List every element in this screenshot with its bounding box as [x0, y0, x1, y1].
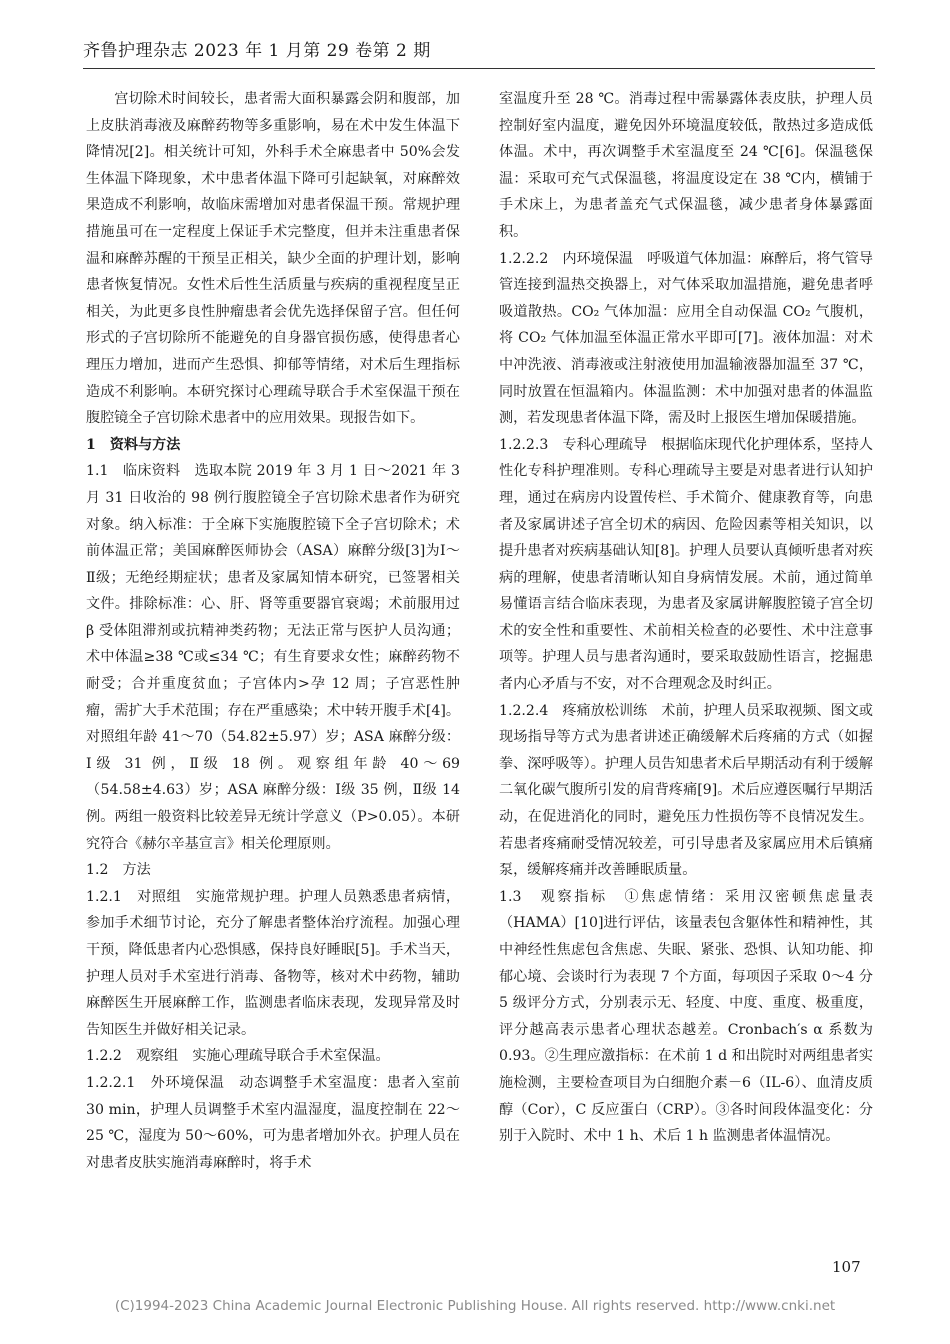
- paragraph-external-warming: 1.2.2.1 外环境保温 动态调整手术室温度：患者入室前 30 min，护理人员调整手术室内温湿度，温度控制在 22～25 ℃，湿度为 50～60%，可为患者增加外衣。护理人员在对患者皮肤实施消毒麻醉时，将手术: [86, 1074, 460, 1171]
- paragraph-observation-group: 1.2.2 观察组 实施心理疏导联合手术室保温。: [86, 1048, 390, 1065]
- copyright-footer: (C)1994-2023 China Academic Journal Electronic Publishing House. All rights reserved. http://www.cnki.net: [114, 1298, 836, 1314]
- page-number: 107: [832, 1258, 861, 1276]
- paragraph-external-warming-continuation: 室温度升至 28 ℃。消毒过程中需暴露体表皮肤，护理人员控制好室内温度，避免因外环境温度较低，散热过多造成低体温。术中，再次调整手术室温度至 24 ℃[6]。保温毯保温：采取可充气式保温毯，将温度设定在 38 ℃内，横铺于手术床上，为患者盖充气式保温毯，减少患者身体暴露面积。: [499, 91, 873, 240]
- paragraph-observation-indicators: 1.3 观察指标 ①焦虑情绪：采用汉密顿焦虑量表（HAMA）[10]进行评估，该量表包含躯体性和精神性，其中神经性焦虑包含焦虑、失眠、紧张、恐惧、认知功能、抑郁心境、会谈时行为表现 7 个方面，每项因子采取 0～4 分 5 级评分方式，分别表示无、轻度、中度、重度、极重度，评分越高表示患者心理状态越差。Cronbach′s α 系数为 0.93。②生理应激指标：在术前 1 d 和出院时对两组患者实施检测，主要检查项目为白细胞介素－6（IL-6）、血清皮质醇（Cor），C 反应蛋白（CRP）。③各时间段体温变化：分别于入院时、术中 1 h、术后 1 h 监测患者体温情况。: [499, 888, 873, 1145]
- paragraph-clinical-data: 1.1 临床资料 选取本院 2019 年 3 月 1 日～2021 年 3 月 31 日收治的 98 例行腹腔镜全子宫切除术患者作为研究对象。纳入标准：于全麻下实施腹腔镜下全子宫切除术；术前体温正常；美国麻醉医师协会（ASA）麻醉分级[3]为Ⅰ～Ⅱ级；无绝经期症状；患者及家属知情本研究，已签署相关文件。排除标准：心、肝、肾等重要器官衰竭；术前服用过 β 受体阻滞剂或抗精神类药物；无法正常与医护人员沟通；术中体温≥38 ℃或≤34 ℃；有生育要求女性；麻醉药物不耐受；合并重度贫血；子宫体内>孕 12 周；子宫恶性肿瘤，需扩大手术范围；存在严重感染；术中转开腹手术[4]。对照组年龄 41～70（54.82±5.97）岁；ASA 麻醉分级：Ⅰ级 31 例，Ⅱ级 18 例。观察组年龄 40～69（54.58±4.63）岁；ASA 麻醉分级：Ⅰ级 35 例，Ⅱ级 14 例。两组一般资料比较差异无统计学意义（P>0.05）。本研究符合《赫尔辛基宣言》相关伦理原则。: [86, 463, 460, 852]
- paragraph-internal-warming: 1.2.2.2 内环境保温 呼吸道气体加温：麻醉后，将气管导管连接到温热交换器上，对气体采取加温措施，避免患者呼吸道散热。CO₂ 气体加温：应用全自动保温 CO₂ 气腹机，将 CO₂ 气体加温至体温正常水平即可[7]。液体加温：对术中冲洗液、消毒液或注射液使用加温输液器加温至 37 ℃，同时放置在恒温箱内。体温监测：术中加强对患者的体温监测，若发现患者体温下降，需及时上报医生增加保暖措施。: [499, 250, 873, 427]
- header-rule: [83, 68, 875, 69]
- subsection-heading-methods: 1.2 方法: [86, 862, 151, 879]
- running-header: 齐鲁护理杂志 2023 年 1 月第 29 卷第 2 期: [83, 41, 431, 61]
- paragraph-control-group: 1.2.1 对照组 实施常规护理。护理人员熟悉患者病情，参加手术细节讨论，充分了解患者整体治疗流程。加强心理干预，降低患者内心恐惧感，保持良好睡眠[5]。手术当天，护理人员对手术室进行消毒、备物等，核对术中药物，辅助麻醉医生开展麻醉工作，监测患者临床表现，发现异常及时告知医生并做好相关记录。: [86, 888, 460, 1038]
- section-heading-materials-methods: 1 资料与方法: [86, 436, 181, 453]
- right-column: [499, 86, 873, 1150]
- paragraph-pain-relaxation: 1.2.2.4 疼痛放松训练 术前，护理人员采取视频、图文或现场指导等方式为患者讲述正确缓解术后疼痛的方式（如握拳、深呼吸等）。护理人员告知患者术后早期活动有利于缓解二氧化碳气腹所引发的肩背疼痛[9]。术后应遵医嘱行早期活动，在促进消化的同时，避免压力性损伤等不良情况发生。若患者疼痛耐受情况较差，可引导患者及家属应用术后镇痛泵，缓解疼痛并改善睡眠质量。: [499, 702, 873, 879]
- paragraph-intro-continuation: 宫切除术时间较长，患者需大面积暴露会阴和腹部，加上皮肤消毒液及麻醉药物等多重影响，易在术中发生体温下降情况[2]。相关统计可知，外科手术全麻患者中 50%会发生体温下降现象，术中患者体温下降可引起缺氧，对麻醉效果造成不利影响，故临床需增加对患者保温干预。常规护理措施虽可在一定程度上保证手术完整度，但并未注重患者保温和麻醉苏醒的干预呈正相关，缺少全面的护理计划，影响患者恢复情况。女性术后性生活质量与疾病的重视程度呈正相关，为此更多良性肿瘤患者会优先选择保留子宫。但任何形式的子宫切除所不能避免的自身器官损伤感，使得患者心理压力增加，进而产生恐惧、抑郁等情绪，对术后生理指标造成不利影响。本研究探讨心理疏导联合手术室保温干预在腹腔镜全子宫切除术患者中的应用效果。现报告如下。: [86, 91, 460, 427]
- paragraph-psychological-counseling: 1.2.2.3 专科心理疏导 根据临床现代化护理体系，坚持人性化专科护理准则。专科心理疏导主要是对患者进行认知护理，通过在病房内设置传栏、手术简介、健康教育等，向患者及家属讲述子宫全切术的病因、危险因素等相关知识，以提升患者对疾病基础认知[8]。护理人员要认真倾听患者对疾病的理解，使患者清晰认知自身病情发展。术前，通过简单易懂语言结合临床表现，为患者及家属讲解腹腔镜子宫全切术的安全性和重要性、术前相关检查的必要性、术中注意事项等。护理人员与患者沟通时，要采取鼓励性语言，挖掘患者内心矛盾与不安，对不合理观念及时纠正。: [499, 436, 873, 693]
- left-column: [86, 86, 460, 1176]
